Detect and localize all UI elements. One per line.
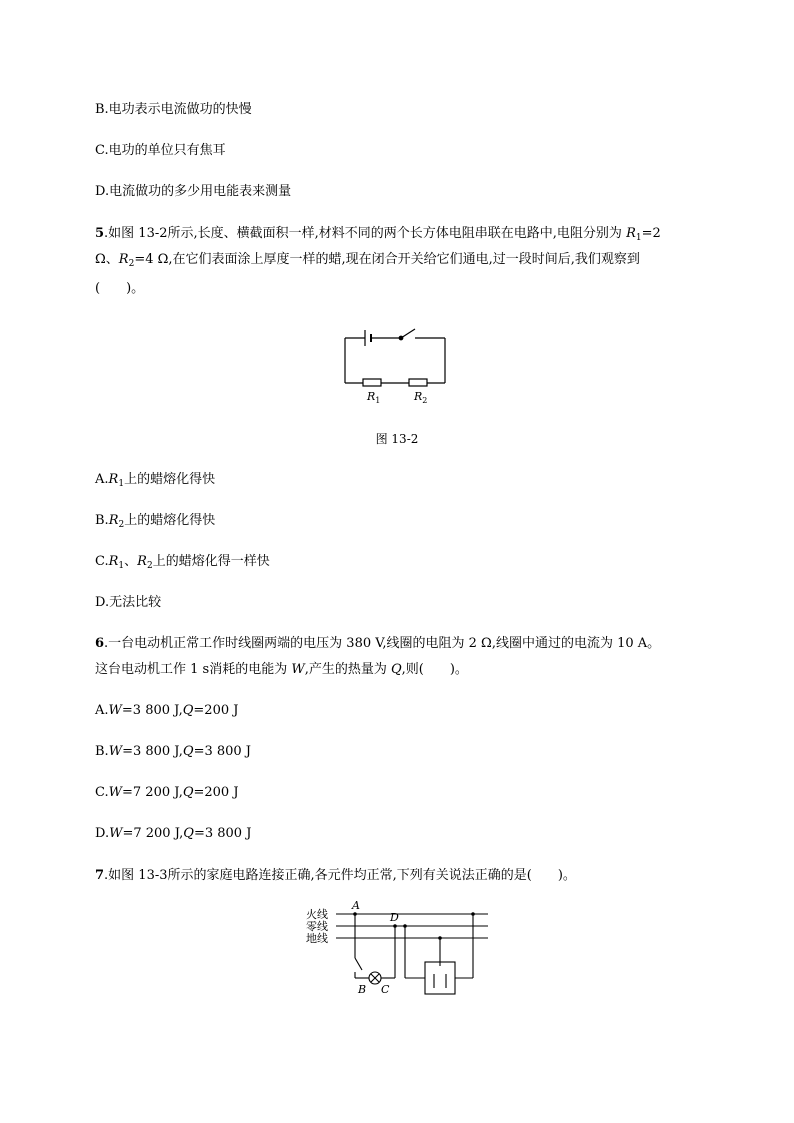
q6-option-a: A.W=3 800 J,Q=200 J [95,703,239,718]
figure-13-2-circuit [335,318,460,408]
figure-13-2-caption: 图 13-2 [375,432,419,446]
point-c-label: C [381,983,390,996]
q5-number: 5 [95,226,105,241]
q4-option-c: C.电功的单位只有焦耳 [95,143,226,158]
r1-value: =2 [641,226,661,241]
r1-symbol: R [626,226,636,241]
neutral-wire-label: 零线 [306,920,328,933]
q6-stem-line-1: 6.一台电动机正常工作时线圈两端的电压为 380 V,线圈的电阻为 2 Ω,线圈中通过的电流为 10 A。 [95,636,661,651]
point-d-label: D [390,911,399,924]
live-wire-label: 火线 [306,908,328,921]
resistor-r1 [363,379,381,386]
q5-option-c: $C.R_1$、$R_2$上的蜡熔化得一样快 [95,554,270,571]
point-b-label: B [358,983,367,996]
ground-wire-label: 地线 [306,932,328,945]
r2-subscript: 2 [128,259,135,269]
q5-stem-text: .如图 13-2所示,长度、横截面积一样,材料不同的两个长方体电阻串联在电路中,电阻分别为 [104,226,627,241]
q4-option-b: B.电功表示电流做功的快慢 [95,102,252,117]
q5-stem-text-2b: =4 Ω,在它们表面涂上厚度一样的蜡,现在闭合开关给它们通电,过一段时间后,我们观察到 [134,252,640,267]
q5-stem-text-2a: Ω、 [95,252,119,267]
q7-stem: 7.如图 13-3所示的家庭电路连接正确,各元件均正常,下列有关说法正确的是( )。 [95,868,576,883]
resistor-r2 [409,379,427,386]
q6-option-d: D.W=7 200 J,Q=3 800 J [95,826,252,841]
q6-stem-line-2: 这台电动机工作 1 s消耗的电能为 W,产生的热量为 Q,则( )。 [95,662,468,677]
r1-label: $R_1$ [367,390,381,405]
switch-blade [401,329,415,338]
q6-number: 6 [95,636,105,651]
q5-stem-line-3: ( )。 [95,281,145,296]
q4-option-d: D.电流做功的多少用电能表来测量 [95,184,292,199]
socket-box [425,962,455,994]
point-a-label: A [352,900,360,912]
r2-symbol: R [118,252,129,267]
r2-label: $R_2$ [414,390,428,405]
r1-subscript: 1 [635,233,642,243]
q5-option-a: $A.R_1$上的蜡熔化得快 [95,472,216,489]
q5-option-b: $B.R_2$上的蜡熔化得快 [95,513,216,530]
q7-number: 7 [95,868,105,883]
q6-option-b: B.W=3 800 J,Q=3 800 J [95,744,252,759]
lamp-switch-blade [355,958,362,970]
figure-13-3-household-circuit [300,900,495,1000]
q5-stem-line-2 [95,250,640,274]
q6-option-c: C.W=7 200 J,Q=200 J [95,785,239,800]
q5-stem-line-1 [95,224,661,248]
q5-option-d: D.无法比较 [95,595,162,610]
